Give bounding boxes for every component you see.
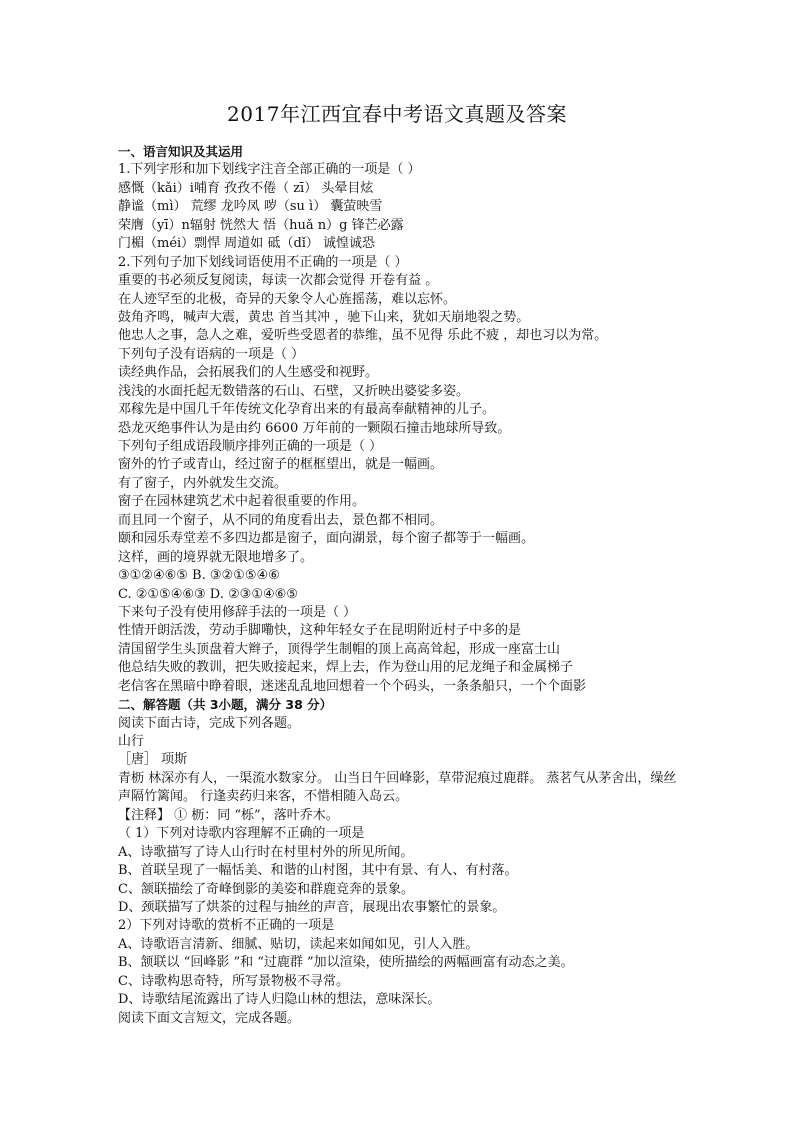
section-heading: 一、语言知识及其运用: [118, 144, 244, 159]
section-heading: 二、解答题（共 3小题，满分 38 分）: [118, 697, 333, 713]
option-line: 静谧（mì） 荒缪 龙吟凤 哕（su ì） 囊萤映雪: [118, 199, 383, 215]
option-line: 恐龙灭绝事件认为是由约 6600 万年前的一颗陨石撞击地球所导致。: [118, 420, 511, 436]
sentence-line: 窗外的竹子或青山，经过窗子的框框望出，就是一幅画。: [118, 457, 444, 473]
option-line: 重要的书必须反复阅读，每读一次都会觉得 开卷有益 。: [118, 273, 439, 289]
option-line: C、颔联描绘了奇峰倒影的美姿和群鹿竞奔的景象。: [118, 881, 414, 897]
sentence-line: 而且同一个窗子，从不同的角度看出去，景色都不相同。: [118, 512, 444, 528]
option-line: 他忠人之事，急人之难，爱听些受恩者的恭维，虽不见得 乐此不疲 ，却也习以为常。: [118, 328, 608, 344]
question-stem: 2.下列句子加下划线词语使用不正确的一项是（ ）: [118, 254, 408, 270]
instruction-line: 阅读下面文言短文，完成各题。: [118, 1010, 301, 1026]
option-line: ③①②④⑥⑤ B. ③②①⑤④⑥: [118, 568, 280, 584]
question-stem: 下列句子组成语段顺序排列正确的一项是（ ）: [118, 439, 383, 454]
option-line: B、首联呈现了一幅恬美、和谐的山村图，其中有景、有人、有村落。: [118, 863, 518, 879]
annotation-line: 【注释】 ① 枥：同 “栎”，落叶乔木。: [118, 807, 339, 823]
option-line: 邓稼先是中国几千年传统文化孕育出来的有最高奉献精神的儿子。: [118, 402, 496, 418]
option-line: 读经典作品，会拓展我们的人生感受和视野。: [118, 365, 379, 381]
option-line: 浅浅的水面托起无数错落的石山、石壁，又折映出婆娑多姿。: [118, 383, 470, 399]
sentence-line: 有了窗子，内外就发生交流。: [118, 475, 288, 491]
option-line: 清国留学生头顶盘着大辫子，顶得学生制帽的顶上高高耸起，形成一座富士山: [118, 641, 561, 657]
option-line: C. ②①⑤④⑥③ D. ②③①④⑥⑤: [118, 586, 298, 602]
question-stem: 下来句子没有使用修辞手法的一项是（ ）: [118, 604, 357, 620]
option-line: C、诗歌构思奇特，所写景物极不寻常。: [118, 973, 349, 989]
option-line: 性情开朗活泼，劳动手脚嘞快，这种年轻女子在昆明附近村子中多的是: [118, 623, 522, 639]
option-line: D、诗歌结尾流露出了诗人归隐山林的想法，意味深长。: [118, 992, 441, 1008]
sentence-line: 窗子在园林建筑艺术中起着很重要的作用。: [118, 494, 366, 510]
option-line: 荣膺（yī）n辐射 恍然大 悟（huǎ n）g 锋芒必露: [118, 217, 404, 233]
question-stem: 下列句子没有语病的一项是（ ）: [118, 346, 305, 362]
option-line: 在人迹罕至的北极，奇异的天象令人心旌摇荡，难以忘怀。: [118, 291, 457, 307]
option-line: A、诗歌描写了诗人山行时在村里村外的所见所闻。: [118, 844, 414, 860]
poem-title: 山行: [118, 734, 145, 749]
option-line: 感慨（kǎi）i哺育 孜孜不倦（ zī） 头晕目炫: [118, 180, 374, 196]
question-stem: （ 1）下列对诗歌内容理解不正确的一项是: [118, 826, 365, 842]
question-stem: 1.下列字形和加下划线字注音全部正确的一项是（ ）: [118, 162, 421, 178]
document-body: [118, 143, 678, 1028]
option-line: B、颔联以 “回峰影 ”和 “过鹿群 ”加以渲染，使所描绘的两幅画富有动态之美。: [118, 955, 574, 971]
sentence-line: 颐和园乐寿堂差不多四边都是窗子，面向湖景，每个窗子都等于一幅画。: [118, 531, 535, 547]
option-line: D、颈联描写了烘茶的过程与抽丝的声音，展现出农事繁忙的景象。: [118, 899, 506, 915]
poem-text: 青枥 林深亦有人，一渠流水数家分。 山当日午回峰影，草带泥痕过鹿群。 蒸茗气从茅舍出，缲丝声隔竹篱闻。 行逢卖药归来客，不惜相随入岛云。: [118, 770, 677, 805]
page-title: 2017年江西宜春中考语文真题及答案: [227, 102, 567, 126]
option-line: 门楣（méi）剽悍 周道如 砥（dǐ） 诚惶诚恐: [118, 236, 376, 252]
question-stem: 2）下列对诗歌的赏析不正确的一项是: [118, 918, 335, 934]
instruction-line: 阅读下面古诗，完成下列各题。: [118, 715, 301, 731]
option-line: 鼓角齐鸣，喊声大震，黄忠 首当其冲 ，驰下山来，犹如天崩地裂之势。: [118, 309, 530, 325]
poem-author: ［唐］ 项斯: [118, 752, 188, 768]
option-line: A、诗歌语言清新、细腻、贴切，读起来如闻如见，引人入胜。: [118, 936, 479, 952]
option-line: 老信客在黑暗中睁着眼，迷迷乱乱地回想着一个个码头，一条条船只，一个个面影: [118, 678, 587, 694]
sentence-line: 这样，画的境界就无限地增多了。: [118, 549, 314, 565]
option-line: 他总结失败的教训，把失败接起来，焊上去，作为登山用的尼龙绳子和金属梯子: [118, 660, 574, 676]
